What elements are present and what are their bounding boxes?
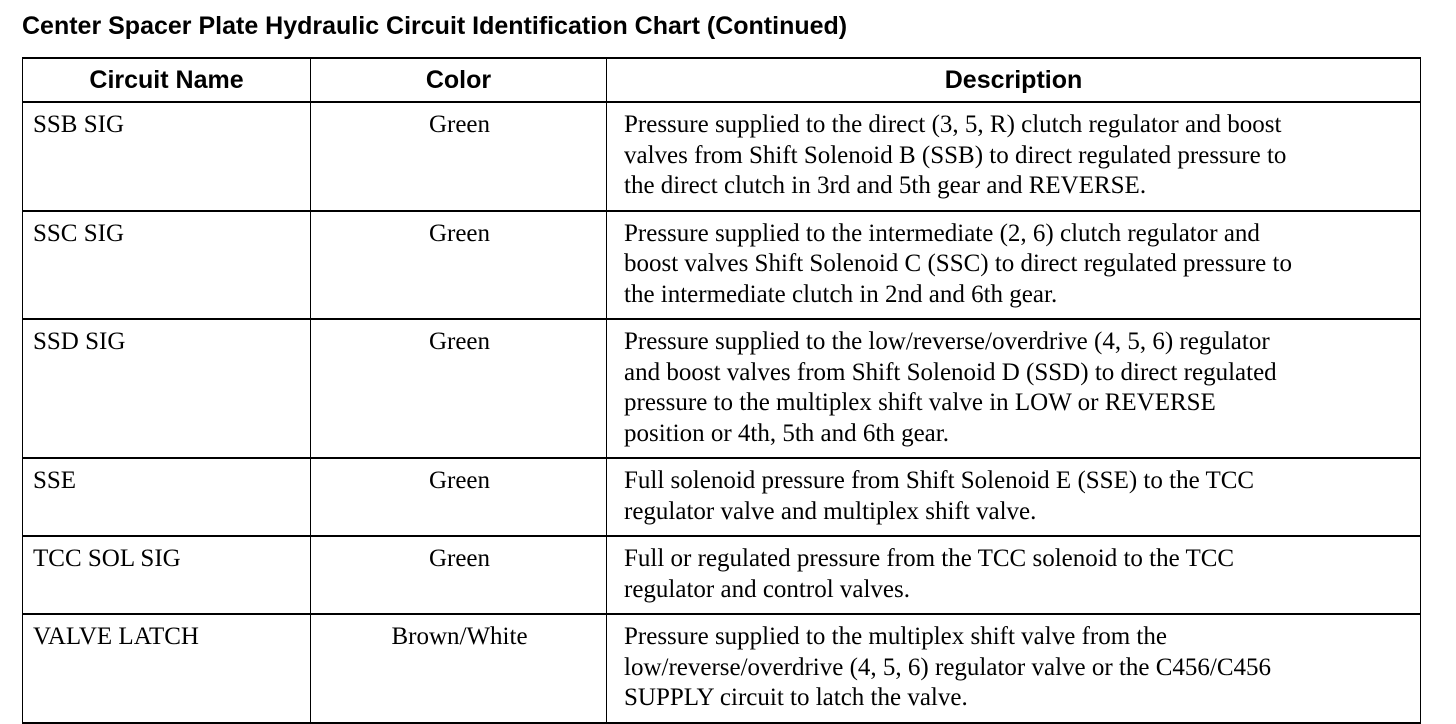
description-line: Pressure supplied to the direct (3, 5, R) clutch regulator and boost [624,111,1282,138]
column-header-color: Color [311,58,607,102]
table-header-row [23,58,1421,102]
description-line: low/reverse/overdrive (4, 5, 6) regulator valve or the C456/C456 [624,653,1272,681]
description-cell [607,614,1421,723]
circuit-name-cell: VALVE LATCH [23,614,311,723]
description-line: the intermediate clutch in 2nd and 6th gear. [624,280,1058,308]
description-line: the direct clutch in 3rd and 5th gear and REVERSE. [624,172,1147,199]
circuit-identification-table [22,57,1421,724]
circuit-name-cell: SSE [23,458,311,536]
color-cell: Green [311,102,607,211]
description-line: valves from Shift Solenoid B (SSB) to direct regulated pressure to [624,141,1287,169]
color-cell: Green [311,458,607,536]
description-cell [607,319,1421,458]
table-row [23,536,1421,614]
description-line: position or 4th, 5th and 6th gear. [624,419,949,447]
description-line: Full or regulated pressure from the TCC solenoid to the TCC [624,545,1235,572]
color-cell: Brown/White [311,614,607,723]
description-cell [607,458,1421,536]
color-cell: Green [311,319,607,458]
table-row [23,211,1421,320]
description-cell [607,211,1421,320]
description-line: pressure to the multiplex shift valve in LOW or REVERSE [624,389,1216,416]
description-cell [607,536,1421,614]
color-cell: Green [311,536,607,614]
description-line: boost valves Shift Solenoid C (SSC) to direct regulated pressure to [624,250,1292,277]
description-line: Pressure supplied to the low/reverse/overdrive (4, 5, 6) regulator [624,328,1270,355]
description-line: Full solenoid pressure from Shift Solenoid E (SSE) to the TCC [624,467,1255,494]
color-cell: Green [311,211,607,320]
table-row [23,458,1421,536]
circuit-name-cell: TCC SOL SIG [23,536,311,614]
document-title: Center Spacer Plate Hydraulic Circuit Identification Chart (Continued) [22,12,848,40]
table-row [23,319,1421,458]
description-cell [607,102,1421,211]
table-row [23,102,1421,211]
description-line: Pressure supplied to the multiplex shift valve from the [624,623,1167,650]
table-row [23,614,1421,723]
description-line: regulator valve and multiplex shift valve. [624,497,1037,525]
column-header-circuit-name: Circuit Name [23,58,311,102]
circuit-name-cell: SSC SIG [23,211,311,320]
description-line: Pressure supplied to the intermediate (2, 6) clutch regulator and [624,219,1260,247]
circuit-name-cell: SSD SIG [23,319,311,458]
column-header-description: Description [607,58,1421,102]
description-line: SUPPLY circuit to latch the valve. [624,684,968,711]
description-line: regulator and control valves. [624,575,911,603]
description-line: and boost valves from Shift Solenoid D (SSD) to direct regulated [624,358,1277,386]
circuit-name-cell: SSB SIG [23,102,311,211]
